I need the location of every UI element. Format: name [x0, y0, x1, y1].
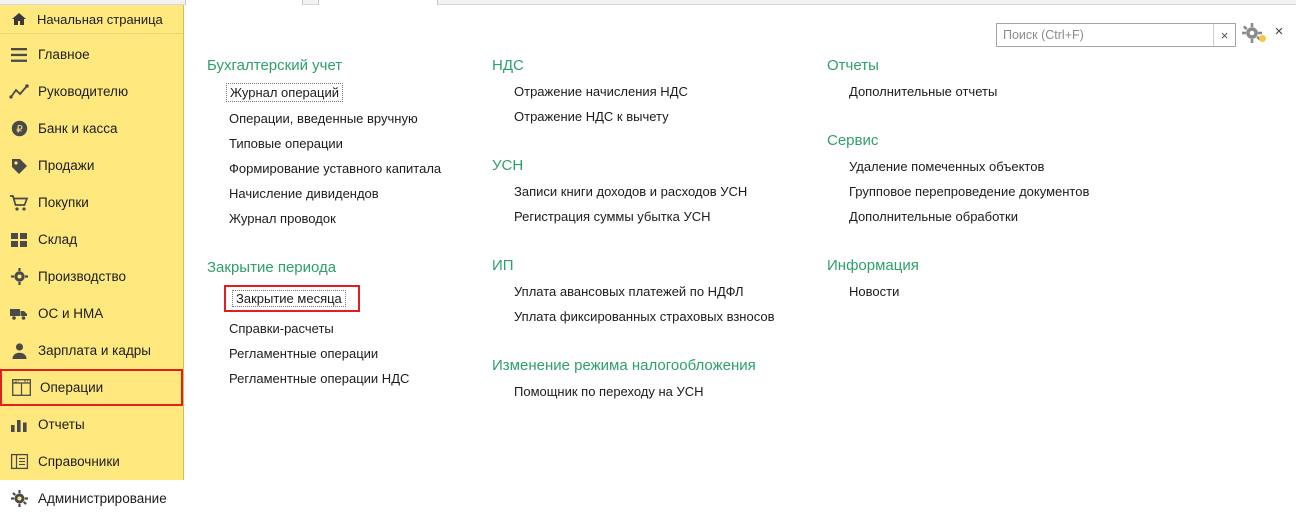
link-udalenie-pomechennyh-obektov[interactable]: Удаление помеченных объектов — [849, 159, 1045, 174]
menu-columns — [185, 57, 1296, 426]
link-tipovye-operacii[interactable]: Типовые операции — [229, 136, 343, 151]
group-informaciya — [827, 257, 1105, 308]
sidebar-item-label: Главное — [38, 47, 90, 62]
sidebar-item-label: Продажи — [38, 158, 95, 173]
group-zakrytie-perioda — [207, 259, 470, 395]
link-novosti[interactable]: Новости — [849, 284, 900, 299]
main-content — [185, 5, 1296, 480]
link-gruppovoe-pereprovedenie-dokumentov[interactable]: Групповое перепроведение документов — [849, 184, 1090, 199]
link-uplata-fiksirovannyh-strahovyh-vznosov[interactable]: Уплата фиксированных страховых взносов — [514, 309, 775, 324]
sidebar-item-label: Администрирование — [38, 491, 167, 506]
svg-text:Кт: Кт — [23, 378, 28, 384]
sidebar-item-label: Производство — [38, 269, 127, 284]
sidebar-item-label: Отчеты — [38, 417, 85, 432]
sidebar-item-label: ОС и НМА — [38, 306, 104, 321]
sidebar-menu — [0, 34, 183, 517]
book-icon — [10, 453, 28, 471]
sidebar-item-sklad[interactable] — [0, 221, 183, 258]
tag-icon — [10, 157, 28, 175]
sidebar-item-label: Банк и касса — [38, 121, 118, 136]
menu-column-2 — [470, 57, 805, 426]
grid-icon — [10, 231, 28, 249]
link-operacii-vvedennye-vruchnuyu[interactable]: Операции, введенные вручную — [229, 111, 418, 126]
link-dopolnitelnye-otchety[interactable]: Дополнительные отчеты — [849, 84, 998, 99]
sidebar-item-pokupki[interactable] — [0, 184, 183, 221]
group-title: Сервис — [827, 132, 879, 149]
svg-text:Дт: Дт — [13, 378, 19, 384]
group-servis — [827, 132, 1105, 233]
sidebar-item-operacii[interactable] — [0, 369, 183, 406]
group-buhgalterskiy-uchet — [207, 57, 470, 235]
search-clear-button[interactable]: × — [1213, 24, 1235, 46]
group-title: УСН — [492, 157, 524, 174]
sidebar — [0, 5, 184, 506]
link-nachislenie-dividendov[interactable]: Начисление дивидендов — [229, 186, 379, 201]
sidebar-item-proizvodstvo[interactable] — [0, 258, 183, 295]
menu-column-3 — [805, 57, 1105, 426]
group-title: Изменение режима налогообложения — [492, 357, 756, 374]
close-button[interactable]: × — [1274, 22, 1284, 40]
ruble-circle-icon — [10, 120, 28, 138]
sidebar-item-label: Руководителю — [38, 84, 129, 99]
link-registraciya-summy-ubytka-usn[interactable]: Регистрация суммы убытка УСН — [514, 209, 711, 224]
gear-wheel-icon — [10, 268, 28, 286]
chart-line-icon — [10, 83, 28, 101]
link-reglamentnye-operacii-nds[interactable]: Регламентные операции НДС — [229, 371, 410, 386]
link-zapisi-knigi-dohodov-i-rashodov-usn[interactable]: Записи книги доходов и расходов УСН — [514, 184, 748, 199]
group-title: НДС — [492, 57, 524, 74]
group-title: Информация — [827, 257, 919, 274]
sidebar-item-label: Зарплата и кадры — [38, 343, 151, 358]
group-usn — [492, 157, 805, 233]
search-input[interactable] — [997, 28, 1213, 42]
group-otchety — [827, 57, 1105, 108]
home-icon — [10, 10, 28, 28]
group-ip — [492, 257, 805, 333]
sidebar-item-otchety[interactable] — [0, 406, 183, 443]
truck-icon — [10, 305, 28, 323]
sidebar-item-glavnoe[interactable] — [0, 36, 183, 73]
group-title: Закрытие периода — [207, 259, 337, 276]
link-otrazhenie-nds-k-vychetu[interactable]: Отражение НДС к вычету — [514, 109, 669, 124]
sidebar-item-os-i-nma[interactable] — [0, 295, 183, 332]
gear-icon — [10, 490, 28, 508]
settings-badge-icon — [1259, 35, 1266, 42]
sidebar-item-administrirovanie[interactable] — [0, 480, 183, 517]
link-otrazhenie-nachisleniya-nds[interactable]: Отражение начисления НДС — [514, 84, 688, 99]
svg-text:₽: ₽ — [15, 124, 23, 136]
group-title: Бухгалтерский учет — [207, 57, 343, 74]
menu-column-1 — [185, 57, 470, 426]
cart-icon — [10, 194, 28, 212]
link-dopolnitelnye-obrabotki[interactable]: Дополнительные обработки — [849, 209, 1018, 224]
debit-credit-icon — [12, 379, 30, 397]
bar-chart-icon — [10, 416, 28, 434]
group-title: ИП — [492, 257, 514, 274]
group-izmenenie-rezhima-nalogooblozheniya — [492, 357, 805, 408]
sidebar-home-label: Начальная страница — [37, 11, 163, 27]
group-nds — [492, 57, 805, 133]
sidebar-item-rukovoditelyu[interactable] — [0, 73, 183, 110]
sidebar-item-prodazhi[interactable] — [0, 147, 183, 184]
link-zhurnal-provodok[interactable]: Журнал проводок — [229, 211, 336, 226]
link-spravki-raschety[interactable]: Справки-расчеты — [229, 321, 334, 336]
search-box[interactable] — [996, 23, 1236, 47]
link-pomoschnik-po-perehodu-na-usn[interactable]: Помощник по переходу на УСН — [514, 384, 704, 399]
person-icon — [10, 342, 28, 360]
link-reglamentnye-operacii[interactable]: Регламентные операции — [229, 346, 379, 361]
link-formirovanie-ustavnogo-kapitala[interactable]: Формирование уставного капитала — [229, 161, 442, 176]
sidebar-item-home[interactable] — [0, 5, 183, 34]
sidebar-item-label: Операции — [40, 380, 104, 395]
sidebar-item-zarplata-i-kadry[interactable] — [0, 332, 183, 369]
sidebar-item-spravochniki[interactable] — [0, 443, 183, 480]
sidebar-item-label: Справочники — [38, 454, 120, 469]
link-zhurnal-operaciy[interactable]: Журнал операций — [226, 83, 343, 102]
group-title: Отчеты — [827, 57, 879, 74]
link-zakrytie-mesyaca[interactable] — [224, 285, 360, 312]
sidebar-item-bank-i-kassa[interactable] — [0, 110, 183, 147]
sidebar-item-label: Склад — [38, 232, 78, 247]
sidebar-item-label: Покупки — [38, 195, 89, 210]
link-uplata-avansovyh-platezhey-po-ndfl[interactable]: Уплата авансовых платежей по НДФЛ — [514, 284, 744, 299]
menu-icon — [10, 46, 28, 64]
link-label: Закрытие месяца — [232, 290, 346, 307]
